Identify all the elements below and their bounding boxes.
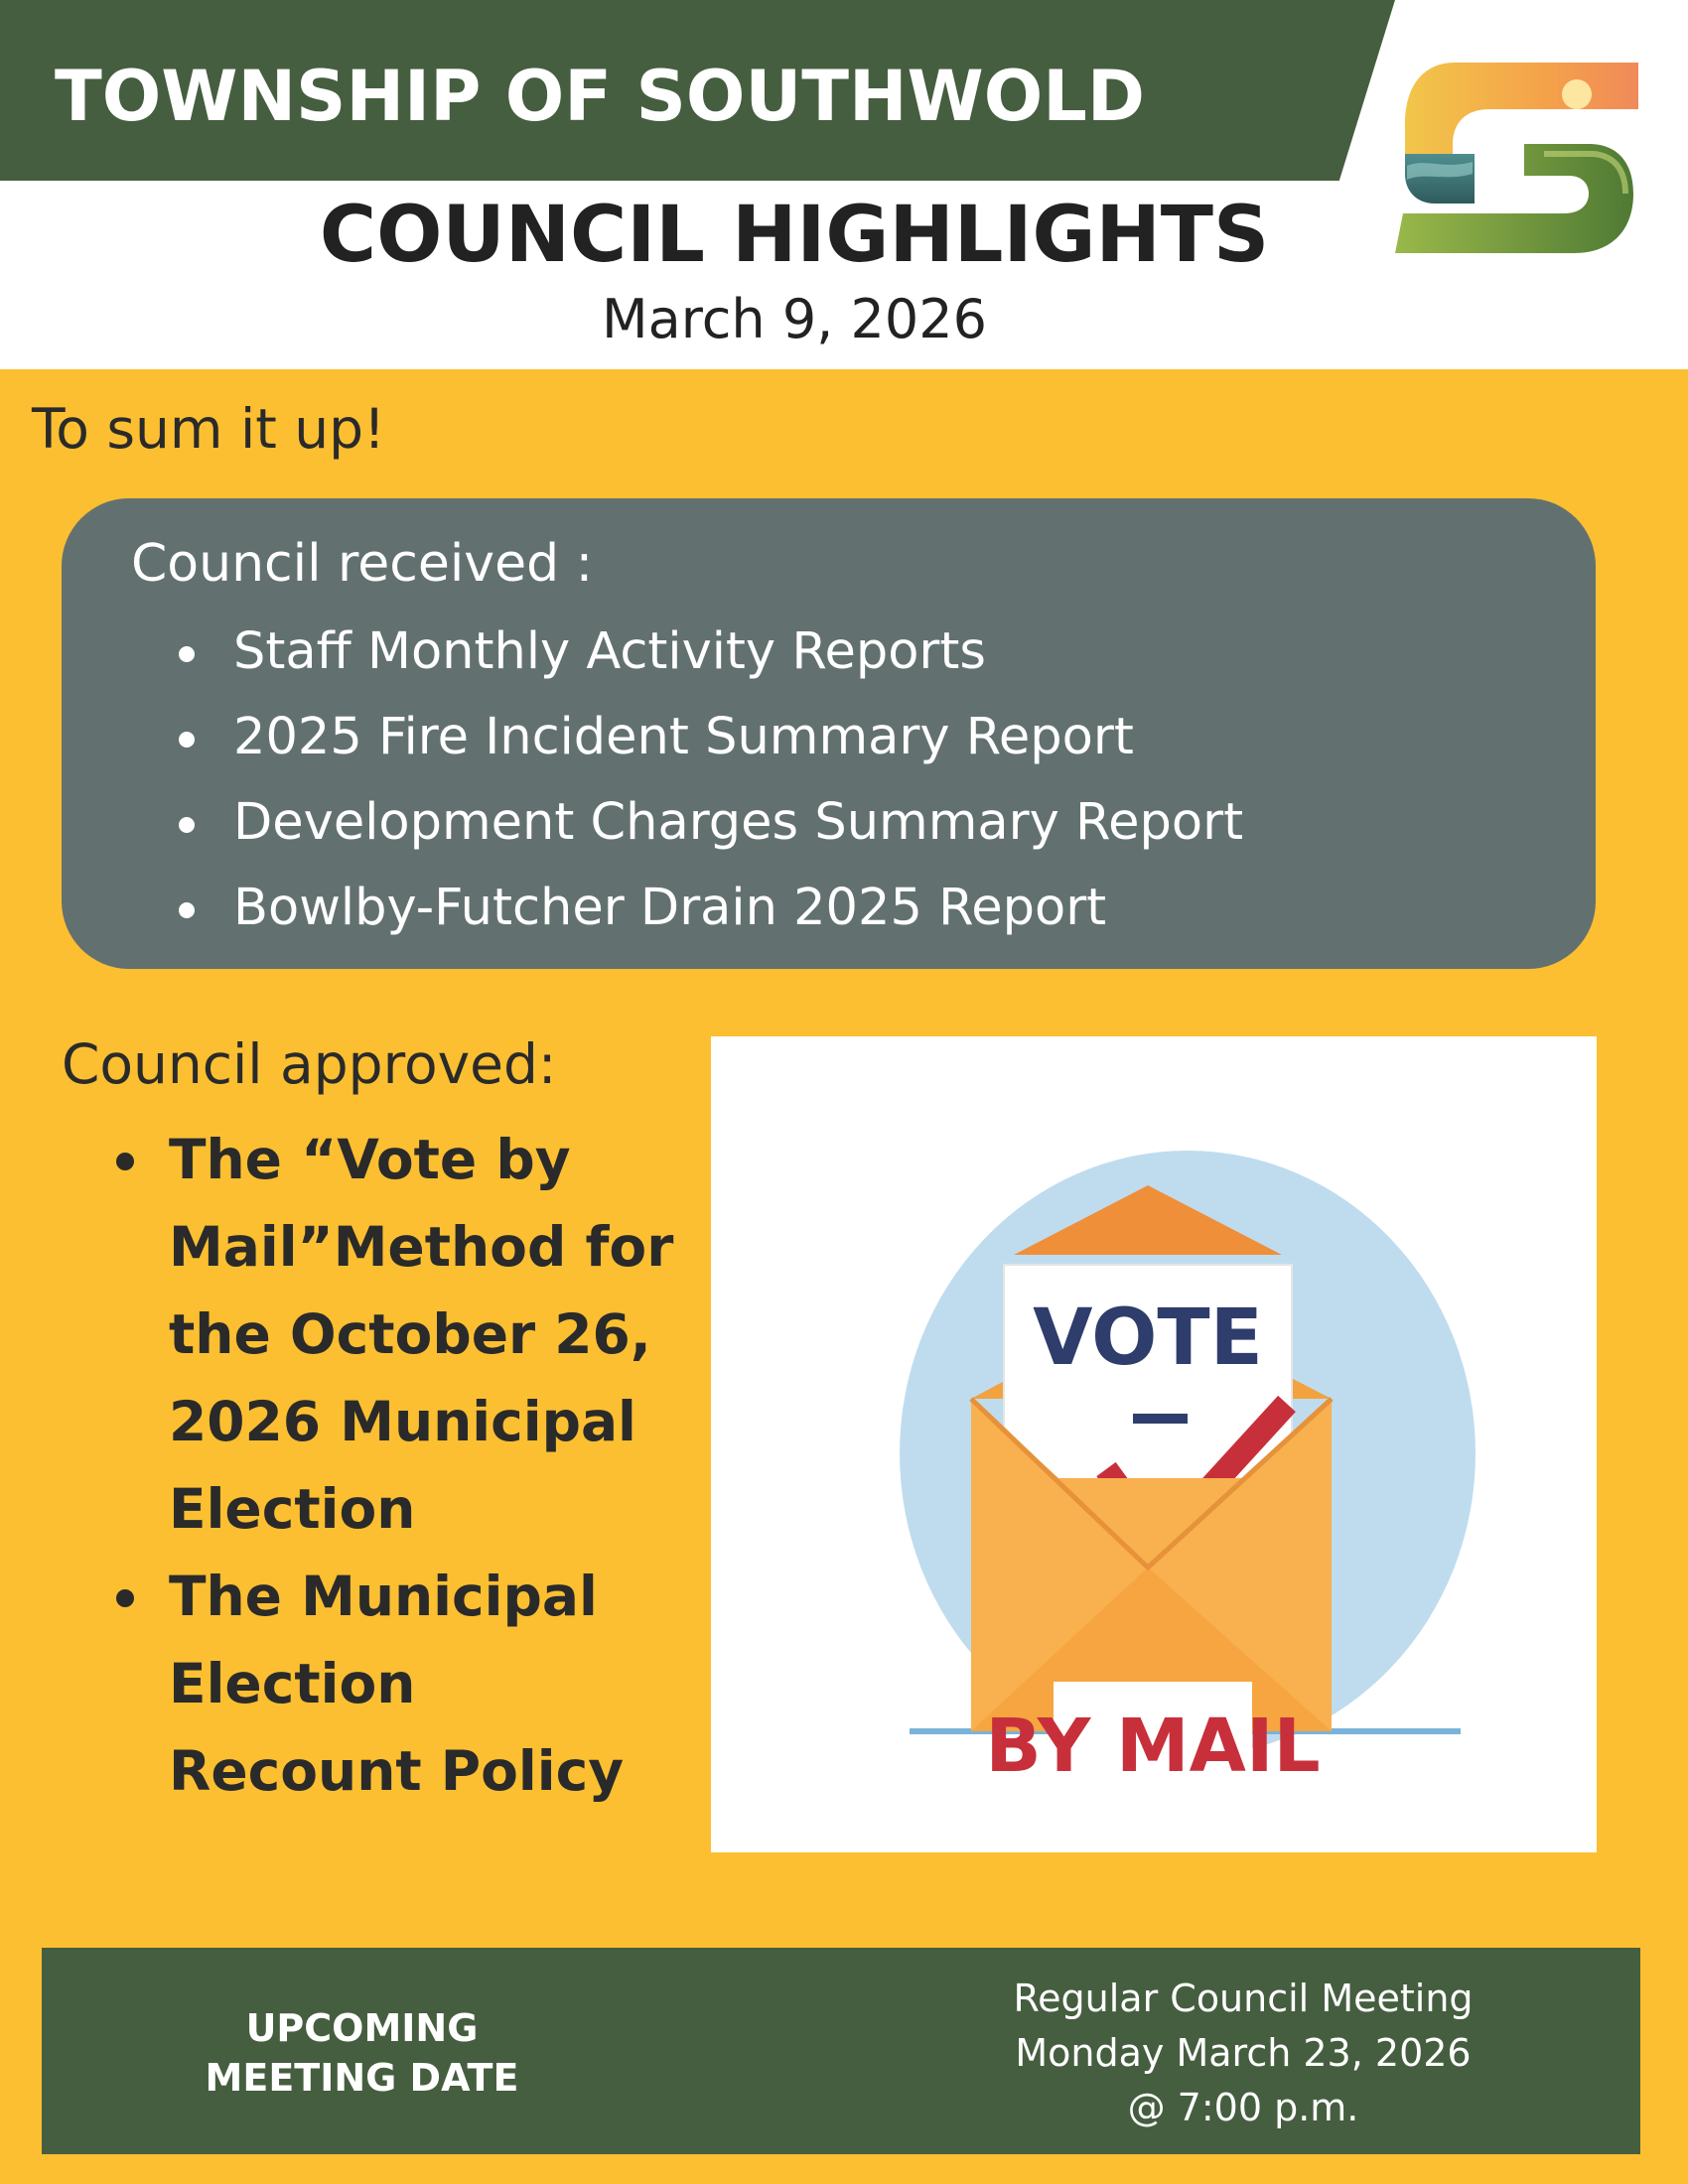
approved-list <box>0 1116 695 1815</box>
approved-item: The “Vote by Mail”Method for the October 26, 2026 Municipal Election <box>0 1116 685 1553</box>
meeting-date-next: Monday March 23, 2026 <box>1015 2031 1472 2075</box>
received-item: Staff Monthly Activity Reports <box>62 617 1243 703</box>
received-item: Development Charges Summary Report <box>62 788 1243 874</box>
page-title: COUNCIL HIGHLIGHTS <box>319 191 1270 280</box>
upcoming-label-line: UPCOMING <box>245 2006 479 2050</box>
received-item: Bowlby-Futcher Drain 2025 Report <box>62 874 1243 959</box>
approved-heading: Council approved: <box>62 1032 557 1096</box>
org-name: TOWNSHIP OF SOUTHWOLD <box>55 56 1145 137</box>
summary-heading: To sum it up! <box>32 397 386 461</box>
meeting-date: March 9, 2026 <box>602 288 987 350</box>
meeting-time: @ 7:00 p.m. <box>1127 2086 1359 2129</box>
upcoming-label-line: MEETING DATE <box>205 2056 519 2100</box>
received-item: 2025 Fire Incident Summary Report <box>62 703 1243 788</box>
vote-by-mail-illustration <box>711 1036 1597 1852</box>
ballot-text: VOTE <box>1033 1294 1263 1383</box>
banner-text: BY MAIL <box>985 1704 1321 1789</box>
footer-bar <box>42 1948 1640 2154</box>
vote-by-mail-envelope-icon <box>711 1036 1597 1852</box>
approved-item: The Municipal Election Recount Policy <box>0 1553 685 1815</box>
upcoming-meeting-details <box>995 1972 1491 2135</box>
received-heading: Council received : <box>131 534 594 594</box>
received-list <box>62 617 1243 959</box>
meeting-type: Regular Council Meeting <box>1013 1977 1474 2020</box>
council-received-box <box>62 498 1596 969</box>
upcoming-meeting-label <box>42 2003 682 2103</box>
